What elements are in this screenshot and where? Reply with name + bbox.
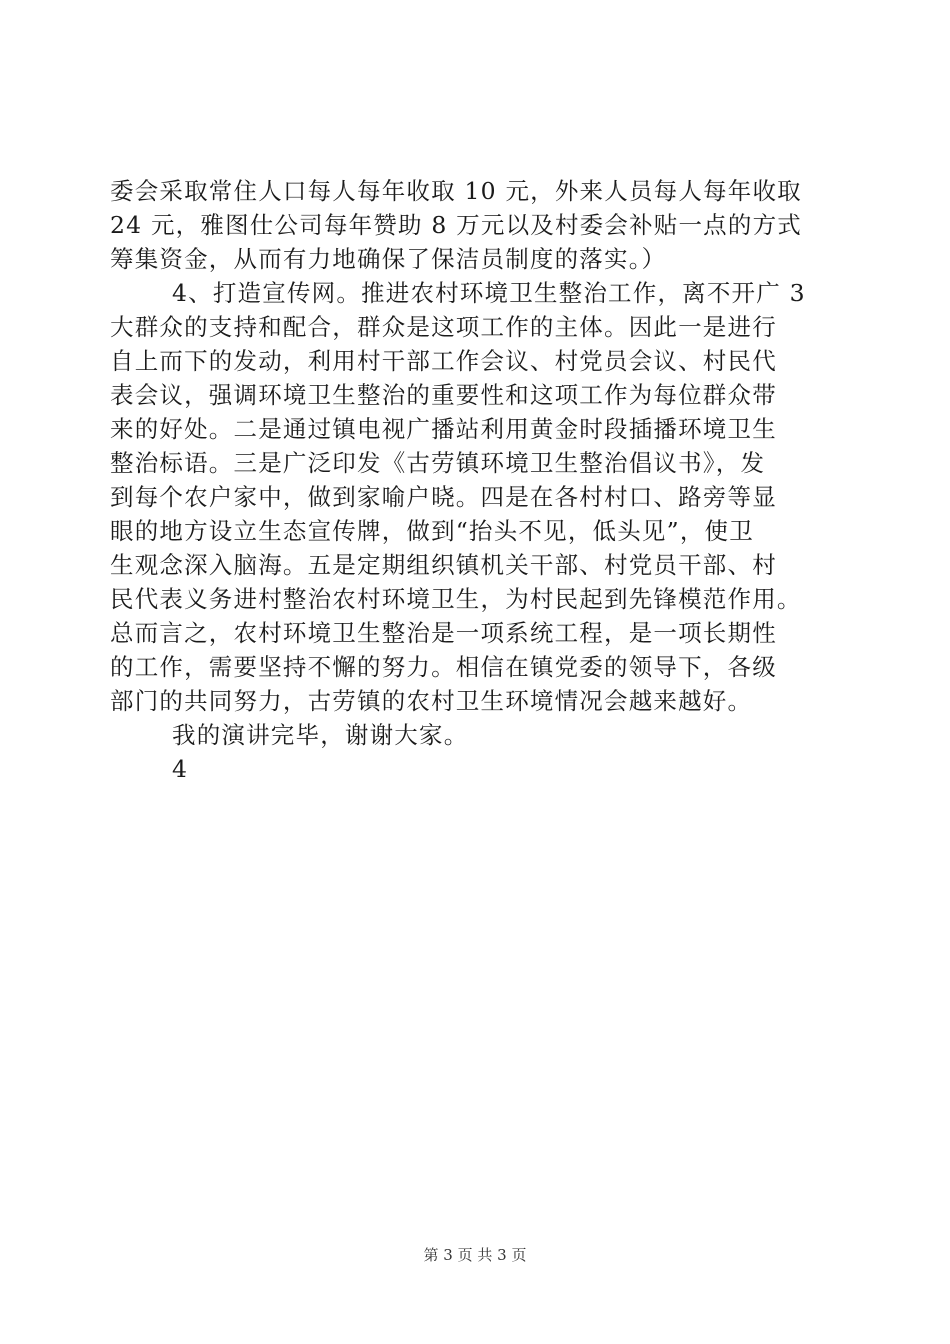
text-line: 来的好处。二是通过镇电视广播站利用黄金时段插播环境卫生: [110, 415, 777, 443]
text-line: 24 元，雅图仕公司每年赞助 8 万元以及村委会补贴一点的方式: [110, 211, 802, 239]
text-line: 4、打造宣传网。推进农村环境卫生整治工作，离不开广 3: [172, 279, 806, 307]
text-line: 生观念深入脑海。五是定期组织镇机关干部、村党员干部、村: [110, 551, 777, 579]
text-line: 自上而下的发动，利用村干部工作会议、村党员会议、村民代: [110, 347, 777, 375]
text-line: 部门的共同努力，古劳镇的农村卫生环境情况会越来越好。: [110, 687, 753, 715]
text-line: 到每个农户家中，做到家喻户晓。四是在各村村口、路旁等显: [110, 483, 777, 511]
text-line: 整治标语。三是广泛印发《古劳镇环境卫生整治倡议书》，发: [110, 449, 766, 477]
text-line: 委会采取常住人口每人每年收取 10 元，外来人员每人每年收取: [110, 177, 802, 205]
page-number-label: 第 3 页 共 3 页: [423, 1246, 527, 1264]
text-line: 眼的地方设立生态宣传牌，做到“抬头不见，低头见”，使卫: [110, 517, 754, 545]
text-line: 4: [172, 755, 189, 783]
text-line: 我的演讲完毕，谢谢大家。: [172, 721, 469, 749]
page-footer: [0, 1245, 950, 1265]
text-line: 总而言之，农村环境卫生整治是一项系统工程，是一项长期性: [110, 619, 777, 647]
text-line: 大群众的支持和配合，群众是这项工作的主体。因此一是进行: [110, 313, 777, 341]
text-line: 民代表义务进村整治农村环境卫生，为村民起到先锋模范作用。: [110, 585, 802, 613]
body-text: [110, 174, 840, 786]
text-line: 的工作，需要坚持不懈的努力。相信在镇党委的领导下，各级: [110, 653, 777, 681]
text-line: 表会议，强调环境卫生整治的重要性和这项工作为每位群众带: [110, 381, 777, 409]
text-line: 筹集资金，从而有力地确保了保洁员制度的落实。）: [110, 245, 667, 273]
